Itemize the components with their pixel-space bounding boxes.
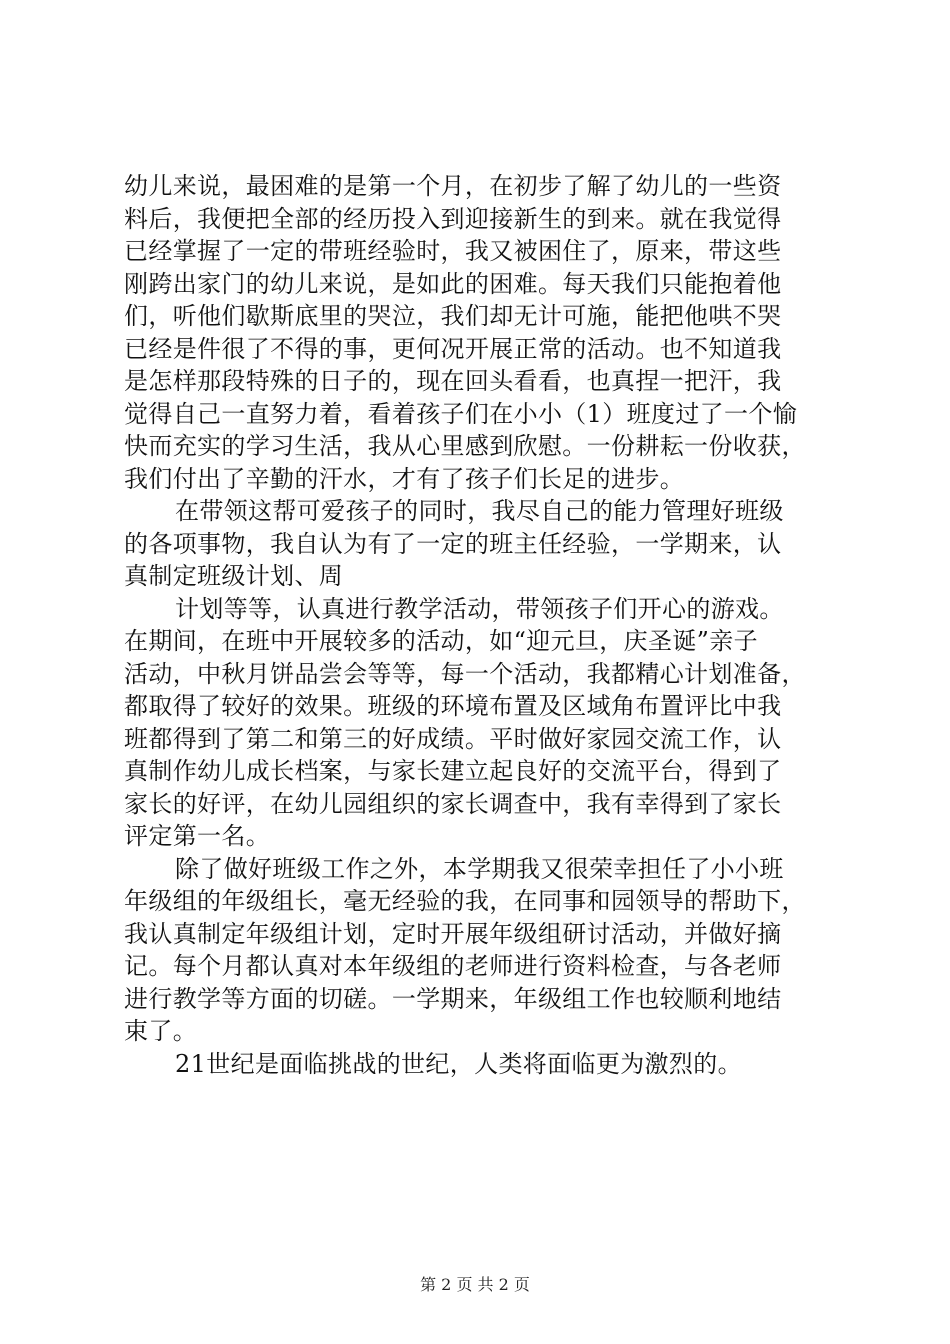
text-line: 已经掌握了一定的带班经验时，我又被困住了，原来，带这些 (124, 237, 782, 265)
text-line: 班都得到了第二和第三的好成绩。平时做好家园交流工作，认 (124, 724, 782, 753)
text-line: 活动，中秋月饼品尝会等等，每一个活动，我都精心计划准备， (124, 659, 806, 688)
text-line: 束了。 (124, 1017, 198, 1045)
text-line: 刚跨出家门的幼儿来说，是如此的困难。每天我们只能抱着他 (124, 269, 782, 298)
text-line: 们，听他们歇斯底里的哭泣，我们却无计可施，能把他哄不哭 (124, 302, 782, 330)
text-line: 家长的好评，在幼儿园组织的家长调查中，我有幸得到了家长 (124, 789, 782, 818)
text-line: 已经是件很了不得的事，更何况开展正常的活动。也不知道我 (124, 334, 782, 363)
text-line: 在带领这帮可爱孩子的同时，我尽自己的能力管理好班级 (175, 497, 784, 525)
text-line: 21世纪是面临挑战的世纪，人类将面临更为激烈的。 (175, 1049, 742, 1078)
text-line: 的各项事物，我自认为有了一定的班主任经验，一学期来，认 (124, 529, 782, 558)
text-line: 幼儿来说，最困难的是第一个月，在初步了解了幼儿的一些资 (124, 172, 782, 200)
text-line: 评定第一名。 (124, 822, 271, 850)
text-line: 我认真制定年级组计划，定时开展年级组研讨活动，并做好摘 (124, 919, 782, 948)
text-line: 计划等等，认真进行教学活动，带领孩子们开心的游戏。 (175, 594, 784, 623)
text-line: 快而充实的学习生活，我从心里感到欣慰。一份耕耘一份收获， (124, 432, 806, 460)
text-line: 除了做好班级工作之外，本学期我又很荣幸担任了小小班 (175, 854, 784, 883)
text-line: 我们付出了辛勤的汗水，才有了孩子们长足的进步。 (124, 464, 685, 493)
text-line: 进行教学等方面的切磋。一学期来，年级组工作也较顺利地结 (124, 984, 782, 1013)
text-line: 真制作幼儿成长档案，与家长建立起良好的交流平台，得到了 (124, 757, 782, 785)
document-body (124, 170, 844, 1080)
text-line: 都取得了较好的效果。班级的环境布置及区域角布置评比中我 (124, 692, 782, 720)
text-line: 真制定班级计划、周 (124, 562, 344, 590)
text-line: 觉得自己一直努力着，看着孩子们在小小（1）班度过了一个愉 (124, 399, 798, 428)
text-line: 在期间，在班中开展较多的活动，如“迎元旦，庆圣诞”亲子 (124, 627, 758, 655)
text-line: 年级组的年级组长，毫无经验的我，在同事和园领导的帮助下， (124, 887, 806, 915)
text-line: 是怎样那段特殊的日子的，现在回头看看，也真捏一把汗，我 (124, 367, 782, 395)
text-line: 料后，我便把全部的经历投入到迎接新生的到来。就在我觉得 (124, 204, 782, 233)
page-footer: 第 2 页 共 2 页 (420, 1275, 530, 1294)
text-line: 记。每个月都认真对本年级组的老师进行资料检查，与各老师 (124, 952, 782, 980)
